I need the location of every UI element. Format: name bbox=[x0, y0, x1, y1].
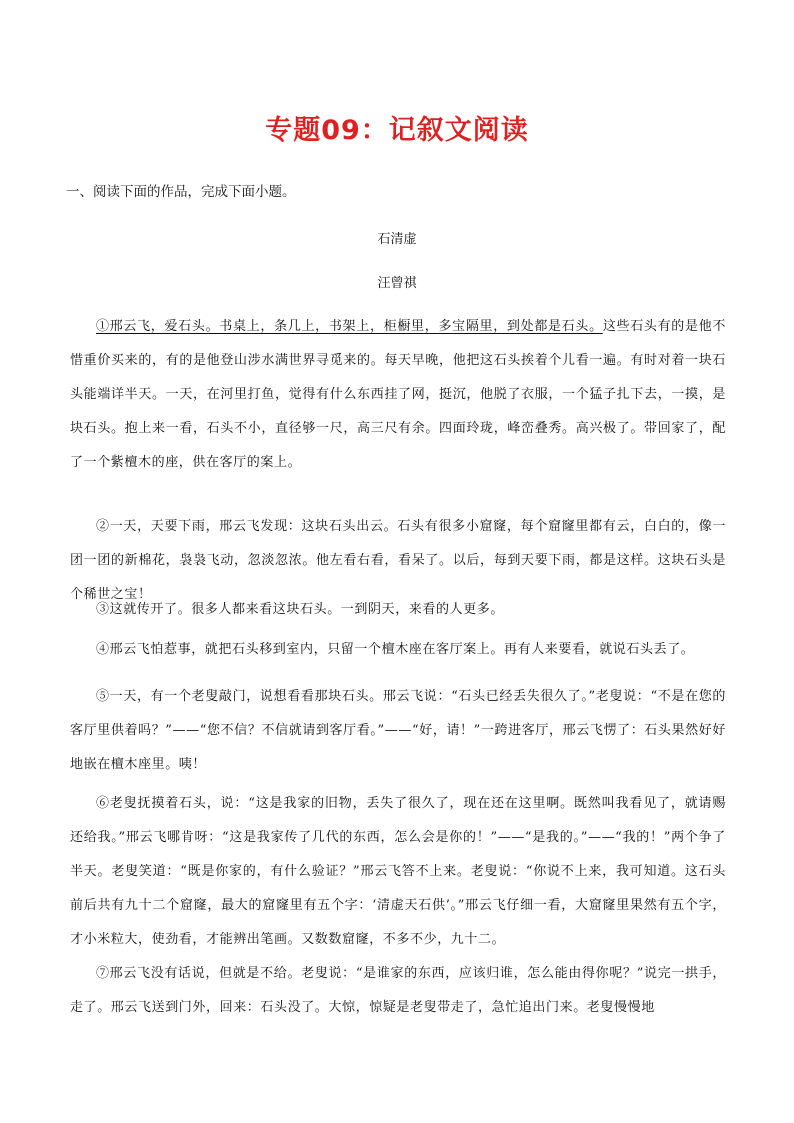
paragraph-1 bbox=[70, 310, 726, 480]
question-heading: 一、阅读下面的作品，完成下面小题。 bbox=[66, 184, 296, 200]
paragraph-5: ⑤一天，有一个老叟敲门，说想看看那块石头。邢云飞说：“石头已经丢失很久了。”老叟说：“不是在您的客厅里供着吗？”——“您不信？不信就请到客厅看。”——“好，请！”一跨进客厅，邢云飞愣了：石头果然好好地嵌在檀木座里。咦！ bbox=[70, 689, 726, 772]
underlined-sentence: ①邢云飞，爱石头。书桌上，条几上，书架上，柜橱里，多宝隔里，到处都是石头。 bbox=[96, 319, 603, 334]
essay-title: 石清虚 bbox=[377, 232, 417, 247]
paragraph-7: ⑦邢云飞没有话说，但就是不给。老叟说：“是谁家的东西，应该归谁，怎么能由得你呢？”说完一拱手，走了。邢云飞送到门外，回来：石头没了。大惊，惊疑是老叟带走了，急忙追出门来。老叟慢慢地 bbox=[70, 966, 726, 1015]
paragraph-1-text: 这些石头有的是他不惜重价买来的，有的是他登山涉水满世界寻觅来的。每天早晚，他把这石头挨着个儿看一遍。有时对着一块石头能端详半天。一天，在河里打鱼，觉得有什么东西挂了网，挺沉，他脱了衣服，一个猛子扎下去，一摸，是块石头。抱上来一看，石头不小，直径够一尺，高三尺有余。四面玲珑，峰峦叠秀。高兴极了。带回家了，配了一个紫檀木的座，供在客厅的案上。 bbox=[70, 319, 726, 470]
paragraph-6: ⑥老叟抚摸着石头，说：“这是我家的旧物，丢失了很久了，现在还在这里啊。既然叫我看见了，就请赐还给我。”邢云飞哪肯呀：“这是我家传了几代的东西，怎么会是你的！”——“是我的。”——“我的！”两个争了半天。老叟笑道：“既是你家的，有什么验证？”邢云飞答不上来。老叟说：“你说不上来，我可知道。这石头前后共有九十二个窟窿，最大的窟窿里有五个字：‘清虚天石供’。”邢云飞仔细一看，大窟窿里果然有五个字，才小米粒大，使劲看，才能辨出笔画。又数数窟窿，不多不少，九十二。 bbox=[70, 796, 726, 947]
page-title: 专题09：记叙文阅读 bbox=[265, 115, 529, 146]
paragraph-3: ③这就传开了。很多人都来看这块石头。一到阴天，来看的人更多。 bbox=[96, 602, 505, 617]
essay-author: 汪曾祺 bbox=[377, 276, 417, 291]
paragraph-4: ④邢云飞怕惹事，就把石头移到室内，只留一个檀木座在客厅案上。再有人来要看，就说石头丢了。 bbox=[96, 642, 695, 657]
paragraph-2: ②一天，天要下雨，邢云飞发现：这块石头出云。石头有很多小窟窿，每个窟窿里都有云，白白的，像一团一团的新棉花，袅袅飞动，忽淡忽浓。他左看右看，看呆了。以后，每到天要下雨，都是这样。这块石头是个稀世之宝！ bbox=[70, 519, 726, 602]
